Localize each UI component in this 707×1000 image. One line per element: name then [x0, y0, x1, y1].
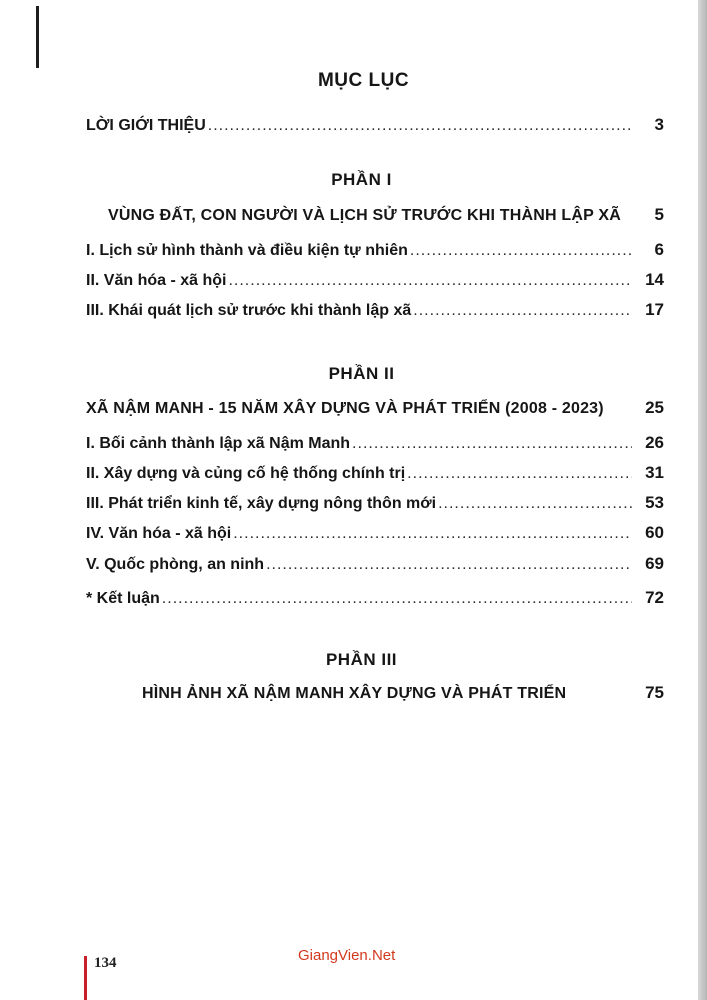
toc-entry-label: V. Quốc phòng, an ninh: [86, 556, 265, 573]
part1-item-2[interactable]: [86, 269, 664, 292]
toc-entry-label: I. Lịch sử hình thành và điều kiện tự nhiên: [86, 242, 408, 259]
dot-leader: [208, 115, 632, 137]
part2-item-4[interactable]: [86, 522, 664, 545]
page-number: 134: [94, 955, 117, 971]
part1-title-row[interactable]: [86, 205, 664, 225]
dot-leader: [352, 433, 632, 455]
part2-item-6[interactable]: [86, 587, 664, 610]
part2-title: XÃ NẬM MANH - 15 NĂM XÂY DỰNG VÀ PHÁT TRIỂN (2008 - 2023): [86, 400, 604, 417]
dot-leader: [438, 493, 632, 515]
dot-leader: [228, 270, 632, 292]
page-edge-mark: [36, 6, 39, 68]
toc-entry-page: 3: [654, 115, 664, 134]
toc-title: MỤC LỤC: [317, 70, 410, 91]
part1-item-1[interactable]: [86, 239, 664, 262]
footer-accent-bar: [84, 956, 87, 1000]
part1-item-3[interactable]: [86, 299, 664, 322]
toc-entry-page: 31: [645, 463, 664, 482]
toc-entry-label: II. Văn hóa - xã hội: [86, 272, 227, 289]
toc-entry-label: I. Bối cảnh thành lập xã Nậm Manh: [86, 435, 351, 452]
watermark: GiangVien.Net: [298, 947, 396, 964]
part2-item-1[interactable]: [86, 432, 664, 455]
toc-entry-page: 60: [645, 523, 664, 542]
toc-entry-label: II. Xây dựng và củng cố hệ thống chính trị: [86, 465, 406, 482]
part2-title-row[interactable]: [86, 398, 664, 418]
toc-entry-label: III. Phát triển kinh tế, xây dựng nông thôn mới: [86, 495, 437, 512]
toc-entry-label: * Kết luận: [86, 590, 160, 607]
toc-entry-intro[interactable]: [86, 114, 664, 137]
toc-entry-page: 69: [645, 554, 664, 573]
part3-title-row[interactable]: [86, 683, 664, 703]
toc-entry-page: 26: [645, 433, 664, 452]
toc-entry-page: 6: [654, 240, 664, 259]
part3-page: 75: [645, 683, 664, 702]
part1-label: PHẦN I: [331, 170, 392, 189]
dot-leader: [410, 240, 632, 262]
dot-leader: [162, 588, 632, 610]
toc-entry-page: 14: [645, 270, 664, 289]
dot-leader: [407, 463, 632, 485]
part2-label: PHẦN II: [328, 364, 395, 383]
toc-entry-label: III. Khái quát lịch sử trước khi thành lập xã: [86, 302, 412, 319]
part2-page: 25: [645, 398, 664, 417]
part2-item-5[interactable]: [86, 553, 664, 576]
dot-leader: [233, 523, 632, 545]
part1-title: VÙNG ĐẤT, CON NGƯỜI VÀ LỊCH SỬ TRƯỚC KHI THÀNH LẬP XÃ: [108, 207, 621, 224]
toc-entry-page: 53: [645, 493, 664, 512]
dot-leader: [266, 554, 632, 576]
toc-entry-label: LỜI GIỚI THIỆU: [86, 117, 206, 134]
part2-item-2[interactable]: [86, 462, 664, 485]
part3-title: HÌNH ẢNH XÃ NẬM MANH XÂY DỰNG VÀ PHÁT TRIỂN: [142, 685, 567, 702]
part1-page: 5: [654, 205, 664, 224]
toc-entry-label: IV. Văn hóa - xã hội: [86, 525, 232, 542]
part2-item-3[interactable]: [86, 492, 664, 515]
page-right-edge: [698, 0, 707, 1000]
part3-label: PHẦN III: [325, 650, 398, 669]
toc-entry-page: 17: [645, 300, 664, 319]
dot-leader: [413, 300, 632, 322]
toc-entry-page: 72: [645, 588, 664, 607]
